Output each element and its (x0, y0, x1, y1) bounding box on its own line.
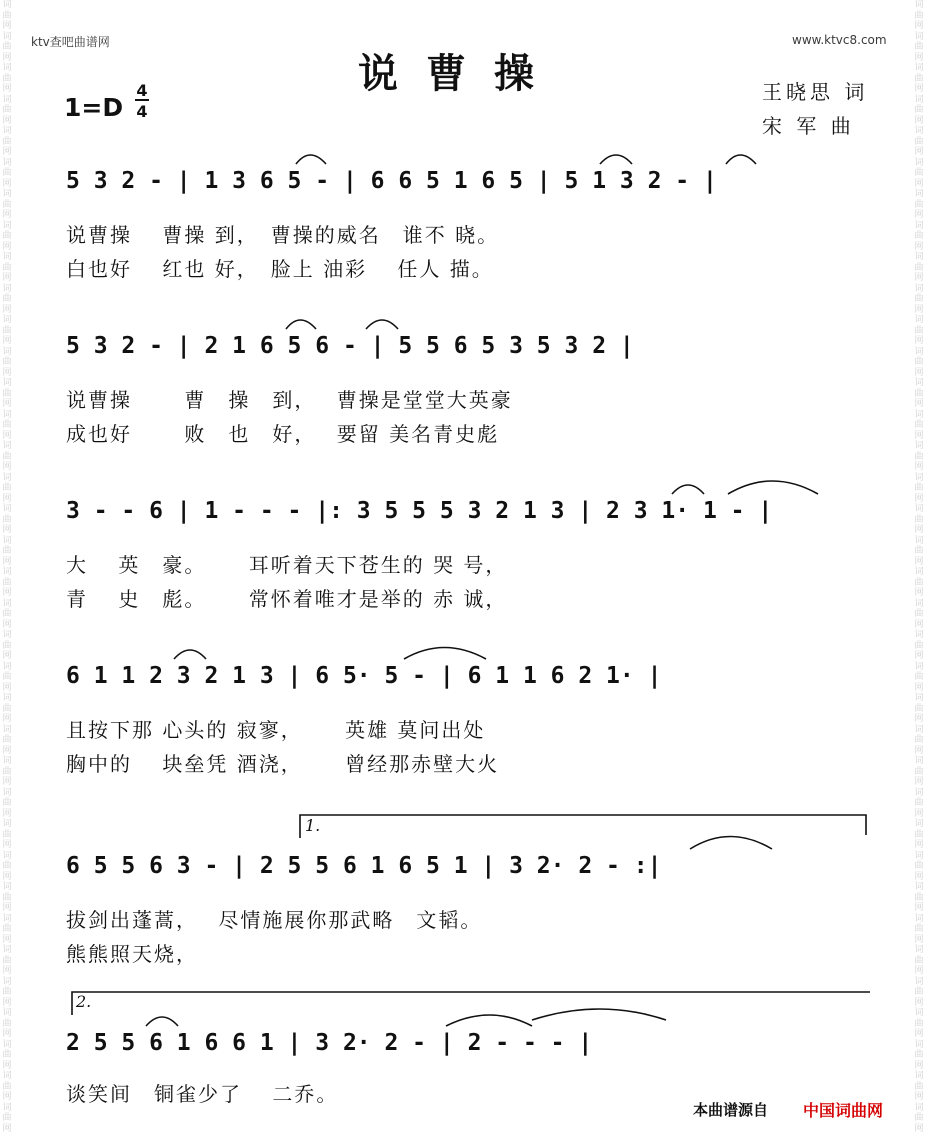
slur (404, 648, 486, 660)
lyric-row-6-verse-1: 谈笑间 铜雀少了 二乔。 (66, 1082, 339, 1106)
slur (726, 155, 756, 164)
slur (728, 481, 818, 494)
lyric-row-1-verse-2: 白也好 红也 好， 脸上 油彩 任人 描。 (66, 257, 494, 281)
slur (146, 1017, 178, 1026)
volta-1-label: 1. (305, 816, 321, 835)
slur (446, 1015, 532, 1026)
site-label-left: ktv查吧曲谱网 (31, 35, 110, 49)
lyric-row-5-verse-1: 拔剑出蓬蒿， 尽情施展你那武略 文韬。 (66, 908, 483, 932)
composer-credit: 宋 军 曲 (762, 114, 855, 138)
notation-row-4: 6 1 1 2 3 2 1 3 | 6 5· 5 - | 6 1 1 6 2 1· | (66, 663, 662, 689)
notation-row-6: 2 5 5 6 1 6 6 1 | 3 2· 2 - | 2 - - - | (66, 1030, 593, 1056)
lyric-row-2-verse-2: 成也好 败 也 好， 要留 美名青史彪 (66, 422, 500, 446)
volta-1-bracket (300, 815, 866, 838)
lyric-row-2-verse-1: 说曹操 曹 操 到， 曹操是堂堂大英豪 (66, 388, 513, 412)
volta-2-bracket (72, 992, 870, 1015)
notation-row-1: 5 3 2 - | 1 3 6 5 - | 6 6 5 1 6 5 | 5 1 3 2 - | (66, 168, 717, 194)
time-signature-top: 4 (136, 81, 148, 100)
time-signature-bottom: 4 (136, 102, 148, 121)
site-label-right: www.ktvc8.com (792, 33, 887, 47)
footer-site-label: 中国词曲网 (803, 1101, 884, 1120)
slur (174, 650, 206, 659)
slur (366, 320, 398, 329)
footer-source-label: 本曲谱源自 (693, 1101, 769, 1119)
slur (600, 155, 632, 164)
slur (296, 155, 326, 164)
lyric-row-5-verse-2: 熊熊照天烧， (66, 942, 198, 966)
notation-row-5: 6 5 5 6 3 - | 2 5 5 6 1 6 5 1 | 3 2· 2 - :| (66, 853, 662, 879)
key-signature: 1=D (64, 93, 124, 122)
side-watermark-right: 词曲网词曲网词曲网词曲网词曲网词曲网词曲网词曲网词曲网词曲网词曲网词曲网词曲网词曲网词曲网词曲网词曲网词曲网词曲网词曲网词曲网词曲网词曲网词曲网词曲网词曲网词曲网词曲网词曲网词曲网词曲网词曲网词曲网词曲网词曲网词曲网 (914, 0, 924, 1134)
lyric-row-3-verse-1: 大 英 豪。 耳听着天下苍生的 哭 号， (66, 553, 508, 577)
side-watermark-left: 词曲网词曲网词曲网词曲网词曲网词曲网词曲网词曲网词曲网词曲网词曲网词曲网词曲网词曲网词曲网词曲网词曲网词曲网词曲网词曲网词曲网词曲网词曲网词曲网词曲网词曲网词曲网词曲网词曲网词曲网词曲网词曲网词曲网词曲网词曲网词曲网 (2, 0, 12, 1134)
slur (690, 837, 772, 850)
song-title: 说曹操 (358, 50, 562, 97)
notation-row-2: 5 3 2 - | 2 1 6 5 6 - | 5 5 6 5 3 5 3 2 | (66, 333, 634, 359)
lyricist-credit: 王晓思 词 (762, 80, 869, 104)
lyric-row-4-verse-2: 胸中的 块垒凭 酒浇， 曾经那赤壁大火 (66, 752, 500, 776)
volta-2-label: 2. (76, 992, 92, 1011)
lyric-row-3-verse-2: 青 史 彪。 常怀着唯才是举的 赤 诚， (66, 587, 508, 611)
slur (286, 320, 316, 329)
slur (532, 1009, 666, 1020)
lyric-row-1-verse-1: 说曹操 曹操 到， 曹操的威名 谁不 晓。 (66, 223, 500, 247)
lyric-row-4-verse-1: 且按下那 心头的 寂寥， 英雄 莫问出处 (66, 718, 486, 742)
slur (672, 485, 704, 494)
notation-row-3: 3 - - 6 | 1 - - - |: 3 5 5 5 3 2 1 3 | 2 3 1· 1 - | (66, 498, 773, 524)
